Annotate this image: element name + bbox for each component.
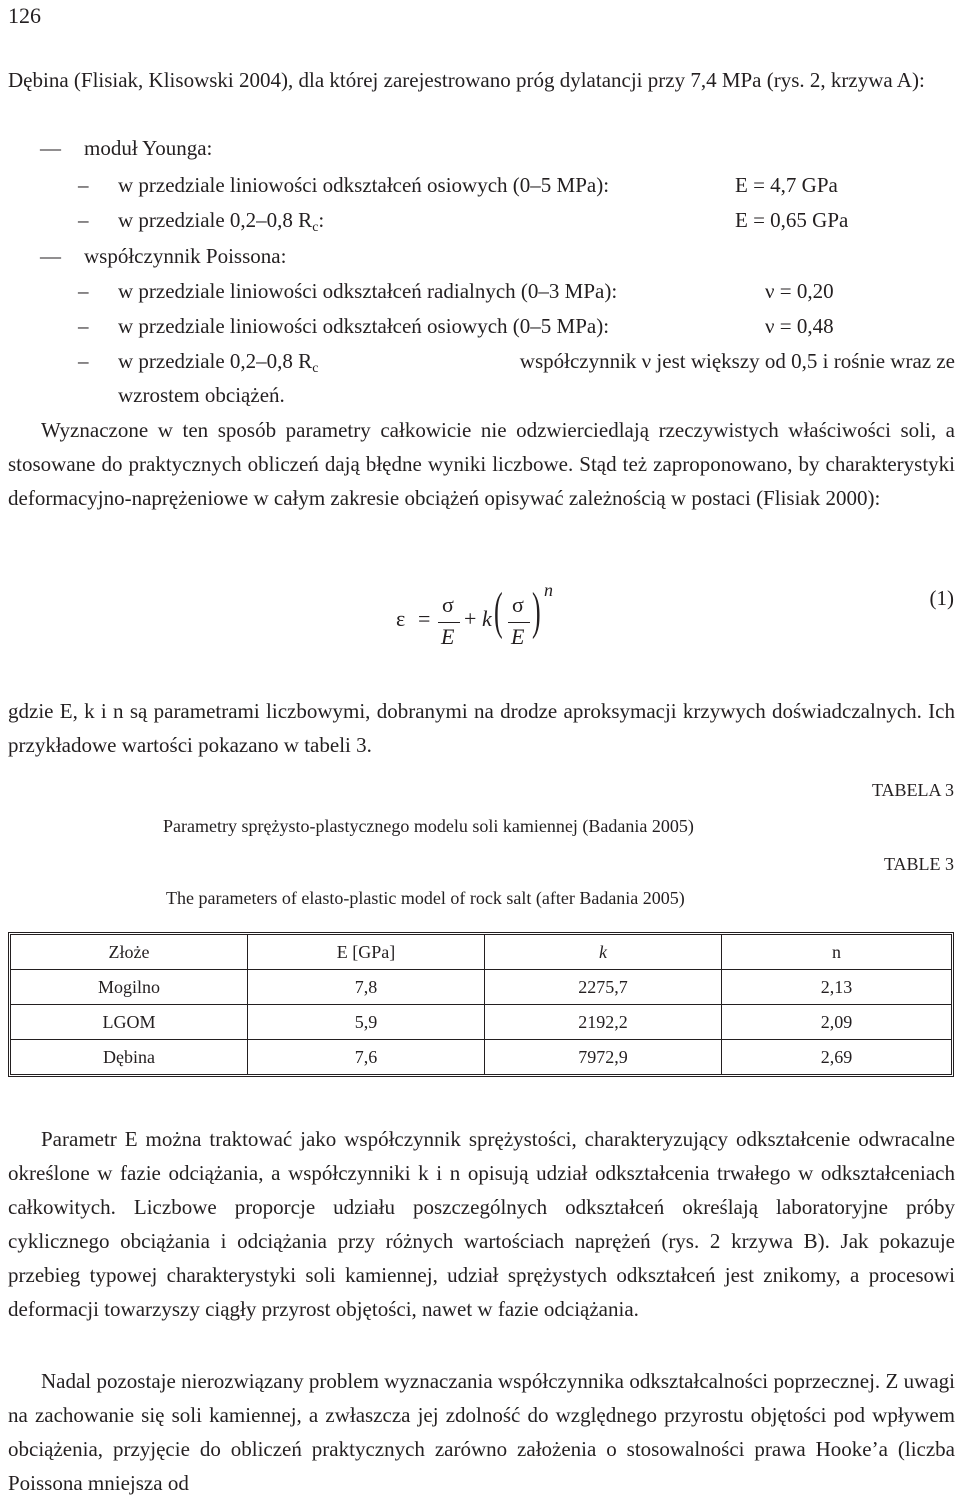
fraction-bar-2: [508, 622, 530, 623]
left-paren: (: [494, 583, 503, 640]
cell: Mogilno: [11, 970, 248, 1005]
young-item-2: – w przedziale 0,2–0,8 $R_c$:: [78, 208, 325, 235]
poisson-item-1: – w przedziale liniowości odkształceń radialnych (0–3 MPa):: [78, 279, 618, 303]
header-deposit: Złoże: [11, 935, 248, 970]
table-row: [11, 970, 951, 1005]
formula-E-2: E: [511, 624, 525, 649]
equation-number: (1): [929, 586, 954, 610]
formula-E-1: E: [441, 624, 455, 649]
header-k: k: [485, 935, 722, 970]
poisson-item-3-cont: wzrostem obciążeń.: [118, 383, 285, 407]
cell: LGOM: [11, 1005, 248, 1040]
cell: 2192,2: [485, 1005, 722, 1040]
cell: 5,9: [248, 1005, 485, 1040]
formula-plus: +: [464, 606, 477, 631]
formula-k: k: [482, 606, 492, 631]
cell: 2,09: [722, 1005, 951, 1040]
table-row: [11, 1005, 951, 1040]
formula-sigma-1: σ: [442, 592, 454, 617]
poisson-item-3: – w przedziale 0,2–0,8 $R_c$ współczynnik ν jest większy od 0,5 i rośnie wraz ze: [78, 349, 955, 376]
young-value-2: E = 0,65 GPa: [735, 208, 849, 232]
paragraph-4: Nadal pozostaje nierozwiązany problem wyznaczania współczynnika odkształcalności poprzecznej. Z uwagi na zachowanie się soli kamiennej, a zwłaszcza jej zdolność do względnego przyrostu objętości pod wpływem obciążenia, przyjęcie do obliczeń praktycznych zarówno założenia o stosowalności prawa Hooke’a (liczba Poissona mniejsza od: [8, 1369, 955, 1495]
poisson-value-1: ν = 0,20: [765, 279, 834, 303]
poisson-value-2: ν = 0,48: [765, 314, 834, 338]
paragraph-1: Wyznaczone w ten sposób parametry całkowicie nie odzwierciedlają rzeczywistych właściwości soli, a stosowane do praktycznych obliczeń dają błędne wyniki liczbowe. Stąd też zaproponowano, by charakterystyki deformacyjno-naprężeniowe w całym zakresie obciążeń opisywać zależnością w postaci (Flisiak 2000):: [8, 418, 955, 510]
table-title-pl: Parametry sprężysto-plastycznego modelu soli kamiennej (Badania 2005): [163, 816, 694, 836]
cell: 7,6: [248, 1040, 485, 1074]
formula-exponent-n: n: [544, 580, 553, 600]
paragraph-3: Parametr E można traktować jako współczynnik sprężystości, charakteryzujący odkształcenie odwracalne określone w fazie odciążania, a współczynniki k i n opisują udział odkształcenia trwałego w odkształceniach całkowitych. Liczbowe proporcje udziału poszczególnych odkształceń określają laboratoryjne próby cyklicznego obciążania i odciążania przy różnych wartościach naprężeń (rys. 2 krzywa B). Jak pokazuje przebieg typowej charakterystyki soli kamiennej, udział sprężystych odkształceń jest znikomy, a procesowi deformacji towarzyszy ciągły przyrost objętości, nawet w fazie odciążania.: [8, 1127, 955, 1321]
young-value-1: E = 4,7 GPa: [735, 173, 838, 197]
paragraph-2: gdzie E, k i n są parametrami liczbowymi, dobranymi na drodze aproksymacji krzywych doświadczalnych. Ich przykładowe wartości pokazano w tabeli 3.: [8, 699, 955, 757]
right-paren: ): [532, 583, 541, 640]
young-item-1: – w przedziale liniowości odkształceń osiowych (0–5 MPa):: [78, 173, 610, 197]
table-label-pl: TABELA 3: [871, 780, 954, 800]
fraction-bar-1: [438, 622, 460, 623]
formula-1: [396, 580, 576, 660]
cell: 7,8: [248, 970, 485, 1005]
em-dash: —: [40, 244, 61, 268]
formula-equals: =: [418, 606, 431, 631]
formula-epsilon: ε: [396, 606, 406, 631]
cell: 2275,7: [485, 970, 722, 1005]
parameters-table: [8, 932, 954, 1077]
cell: 7972,9: [485, 1040, 722, 1074]
page-number: 126: [8, 3, 41, 28]
table-row: [11, 1040, 951, 1074]
cell: Dębina: [11, 1040, 248, 1074]
cell: 2,69: [820, 1046, 853, 1067]
header-E: E [GPa]: [248, 935, 485, 970]
table-label-en: TABLE 3: [883, 854, 954, 874]
formula-sigma-2: σ: [512, 592, 524, 617]
intro-paragraph: Dębina (Flisiak, Klisowski 2004), dla której zarejestrowano próg dylatancji przy 7,4 MPa (rys. 2, krzywa A):: [8, 68, 925, 92]
cell: 2,13: [722, 970, 951, 1005]
young-heading: — moduł Younga:: [40, 131, 212, 165]
table-header-row: [11, 935, 951, 970]
header-n: n: [722, 935, 951, 970]
em-dash: —: [40, 136, 61, 160]
table-title-en: The parameters of elasto-plastic model of rock salt (after Badania 2005): [166, 888, 685, 908]
poisson-item-2: – w przedziale liniowości odkształceń osiowych (0–5 MPa):: [78, 314, 610, 338]
poisson-heading: — współczynnik Poissona:: [40, 239, 286, 273]
